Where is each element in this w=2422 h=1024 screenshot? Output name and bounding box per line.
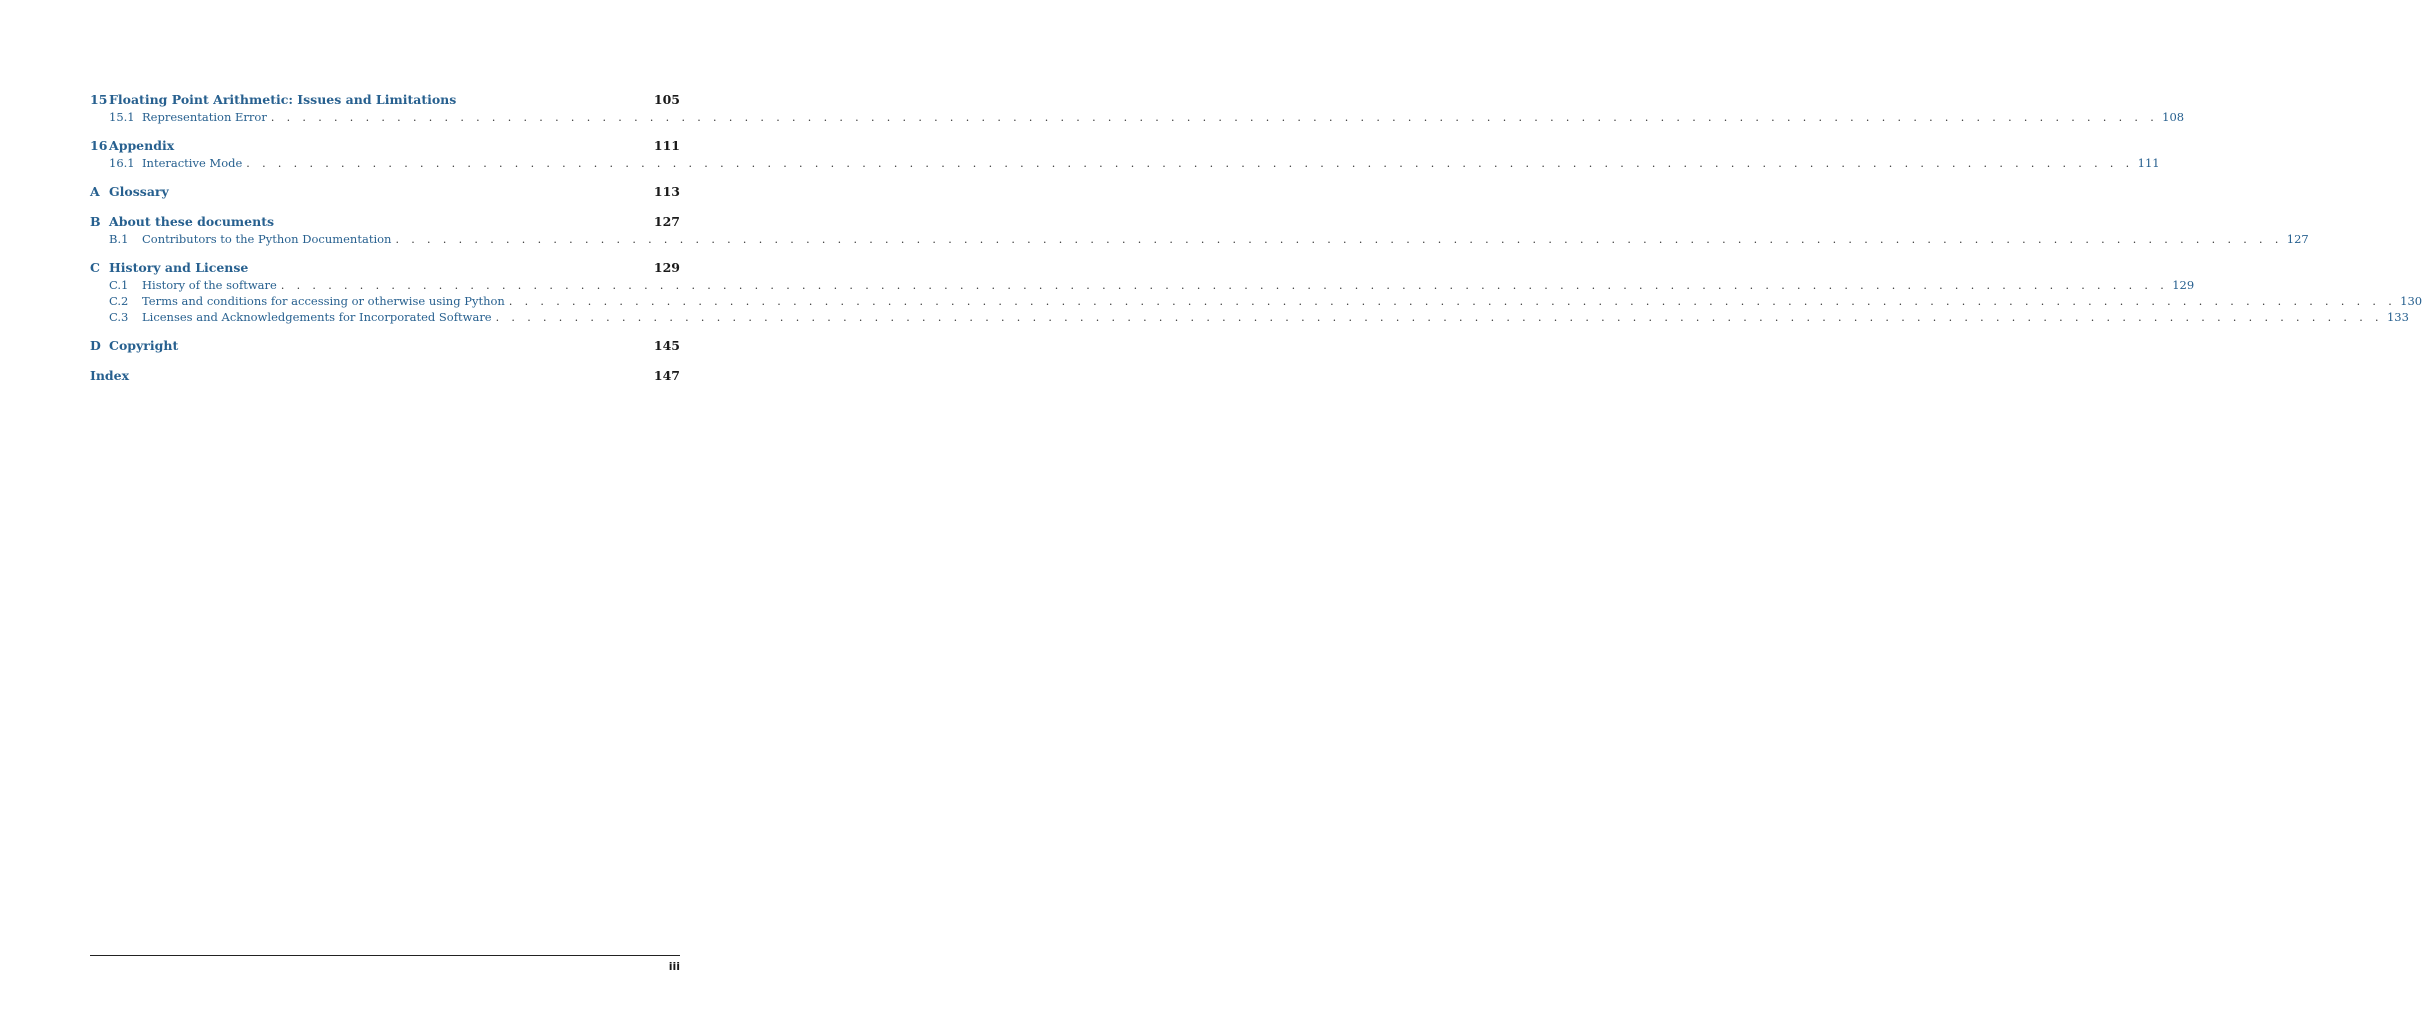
toc-section-link[interactable]: [90, 310, 2409, 326]
chapter-page-number: 105: [653, 92, 680, 107]
section-page-number: 129: [2172, 278, 2195, 292]
section-number: C.1: [109, 278, 129, 292]
section-number: C.2: [109, 294, 129, 308]
dot-leader: . . . . . . . . . . . . . . . . . . . . . . . . . . . . . . . . . . . . . . . . . . . . . . . . . . . . . . . . . . . . . . . . . . . . . . . . . . . . . . . . . . . . . . . . . . . . . . . . . . . . . . . . . . . . . . . . . . . . . . . .: [395, 233, 2283, 246]
toc-section-link[interactable]: [90, 156, 2160, 172]
toc-chapter: [90, 260, 2422, 326]
section-number: 16.1: [109, 156, 135, 170]
chapter-number: B: [90, 214, 101, 229]
page-number: iii: [668, 960, 680, 973]
section-title: History of the software: [142, 278, 277, 292]
chapter-title: Index: [90, 368, 130, 383]
section-page-number: 133: [2386, 310, 2409, 324]
toc-chapter: [90, 368, 680, 386]
toc-section-link[interactable]: [90, 278, 2195, 294]
dot-leader: . . . . . . . . . . . . . . . . . . . . . . . . . . . . . . . . . . . . . . . . . . . . . . . . . . . . . . . . . . . . . . . . . . . . . . . . . . . . . . . . . . . . . . . . . . . . . . . . . . . . . . . . . . . . . . . . . . . . . . . .: [508, 295, 2397, 308]
chapter-page-number: 127: [653, 214, 680, 229]
chapter-number: A: [90, 184, 100, 199]
chapter-page-number: 147: [653, 368, 680, 383]
toc-chapter: [90, 92, 2185, 126]
toc-chapter-link[interactable]: [90, 214, 680, 232]
section-title: Representation Error: [142, 110, 267, 124]
toc-chapter-link[interactable]: [90, 368, 680, 386]
chapter-page-number: 111: [653, 138, 680, 153]
chapter-number: 16: [90, 138, 108, 153]
section-title: Terms and conditions for accessing or otherwise using Python: [142, 294, 505, 308]
toc-chapter-link[interactable]: [90, 184, 680, 202]
section-page-number: 111: [2137, 156, 2160, 170]
toc-chapter-link[interactable]: [90, 338, 680, 356]
chapter-title: Appendix: [109, 138, 175, 153]
toc-chapter: [90, 138, 2160, 172]
dot-leader: . . . . . . . . . . . . . . . . . . . . . . . . . . . . . . . . . . . . . . . . . . . . . . . . . . . . . . . . . . . . . . . . . . . . . . . . . . . . . . . . . . . . . . . . . . . . . . . . . . . . . . . . . . . . . . . . . . . . . . . .: [495, 311, 2383, 324]
chapter-number: D: [90, 338, 101, 353]
toc-chapter-link[interactable]: [90, 260, 680, 278]
toc-chapter: [90, 338, 680, 356]
chapter-page-number: 129: [653, 260, 680, 275]
toc-section-link[interactable]: [90, 110, 2185, 126]
chapter-page-number: 145: [653, 338, 680, 353]
section-title: Contributors to the Python Documentation: [142, 232, 392, 246]
chapter-title: Floating Point Arithmetic: Issues and Limitations: [109, 92, 457, 107]
chapter-number: 15: [90, 92, 108, 107]
section-page-number: 108: [2162, 110, 2185, 124]
section-number: 15.1: [109, 110, 135, 124]
dot-leader: . . . . . . . . . . . . . . . . . . . . . . . . . . . . . . . . . . . . . . . . . . . . . . . . . . . . . . . . . . . . . . . . . . . . . . . . . . . . . . . . . . . . . . . . . . . . . . . . . . . . . . . . . . . . . . . . . . . . . . . .: [270, 111, 2159, 124]
chapter-title: History and License: [109, 260, 249, 275]
chapter-number: C: [90, 260, 100, 275]
section-page-number: 130: [2400, 294, 2422, 308]
chapter-title: About these documents: [109, 214, 275, 229]
toc-chapter-link[interactable]: [90, 92, 680, 110]
toc-section-link[interactable]: [90, 294, 2422, 310]
toc-chapter: [90, 214, 2309, 248]
dot-leader: . . . . . . . . . . . . . . . . . . . . . . . . . . . . . . . . . . . . . . . . . . . . . . . . . . . . . . . . . . . . . . . . . . . . . . . . . . . . . . . . . . . . . . . . . . . . . . . . . . . . . . . . . . . . . . . . . . . . . . . .: [246, 157, 2134, 170]
chapter-title: Glossary: [109, 184, 169, 199]
footer-divider: [90, 955, 680, 956]
dot-leader: . . . . . . . . . . . . . . . . . . . . . . . . . . . . . . . . . . . . . . . . . . . . . . . . . . . . . . . . . . . . . . . . . . . . . . . . . . . . . . . . . . . . . . . . . . . . . . . . . . . . . . . . . . . . . . . . . . . . . . . .: [280, 279, 2169, 292]
section-page-number: 127: [2286, 232, 2309, 246]
toc-section-link[interactable]: [90, 232, 2309, 248]
section-number: C.3: [109, 310, 129, 324]
chapter-title: Copyright: [109, 338, 179, 353]
toc-chapter-link[interactable]: [90, 138, 680, 156]
section-title: Licenses and Acknowledgements for Incorporated Software: [142, 310, 492, 324]
chapter-page-number: 113: [653, 184, 680, 199]
toc-chapter: [90, 184, 680, 202]
section-number: B.1: [109, 232, 129, 246]
table-of-contents: [90, 92, 2422, 398]
section-title: Interactive Mode: [142, 156, 243, 170]
